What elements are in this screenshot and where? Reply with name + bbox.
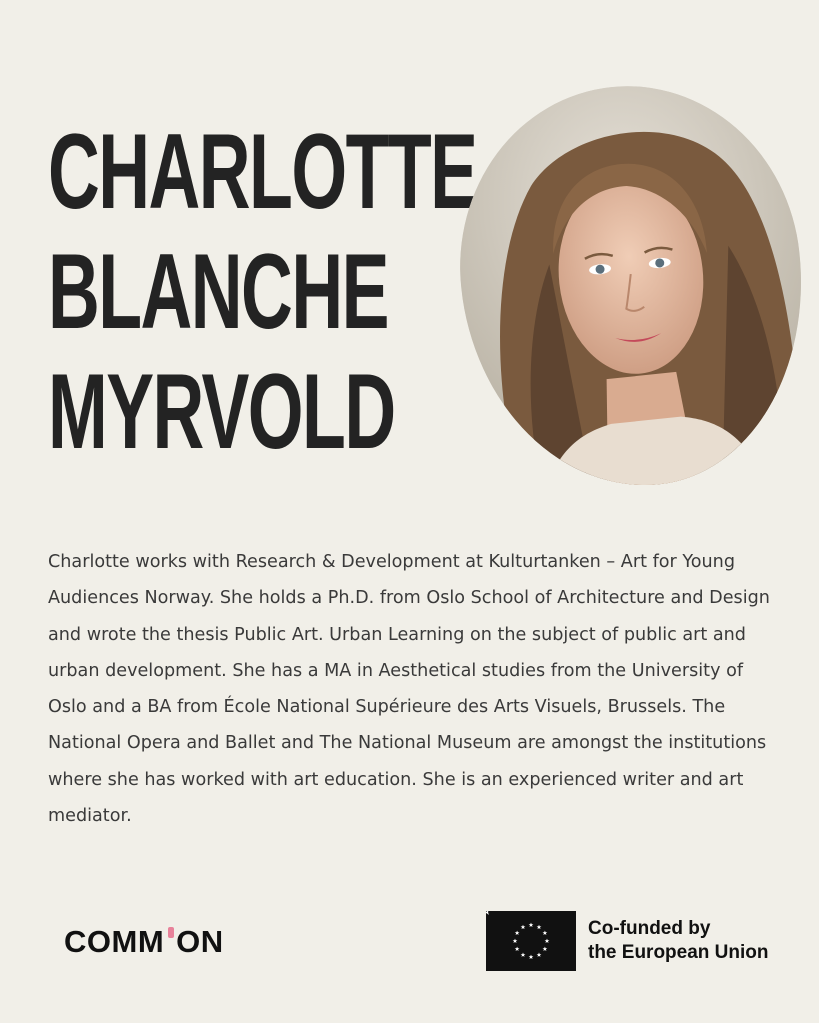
commons-logo-left: COMM <box>64 924 165 959</box>
commons-logo-accent-mark <box>168 927 174 938</box>
portrait-photo <box>442 69 819 502</box>
eu-text-line-1: Co-funded by <box>588 918 711 939</box>
speaker-bio: Charlotte works with Research & Development at Kulturtanken – Art for Young Audiences Norway. She holds a Ph.D. from Oslo School of Architecture and Design and wrote the thesis Public Art. Urban Learning on the subject of public art and urban development. She has a MA in Aesthetical studies from the University of Oslo and a BA from École National Supérieure des Arts Visuels, Brussels. The National Opera and Ballet and The National Museum are amongst the institutions where she has worked with art education. She is an experienced writer and art mediator. <box>48 552 770 827</box>
eu-text-line-2: the European Union <box>588 942 769 963</box>
portrait-illustration <box>442 69 819 502</box>
eu-cofunded-text <box>588 917 769 965</box>
commons-logo <box>64 920 224 964</box>
commons-logo-right: ON <box>176 924 224 959</box>
name-line-last: MYRVOLD <box>48 352 395 472</box>
speaker-name <box>48 112 477 472</box>
eu-cofunded-badge <box>486 911 769 971</box>
name-line-middle: BLANCHE <box>48 232 388 352</box>
name-line-first: CHARLOTTE <box>48 112 477 232</box>
eu-flag-icon <box>486 911 576 971</box>
